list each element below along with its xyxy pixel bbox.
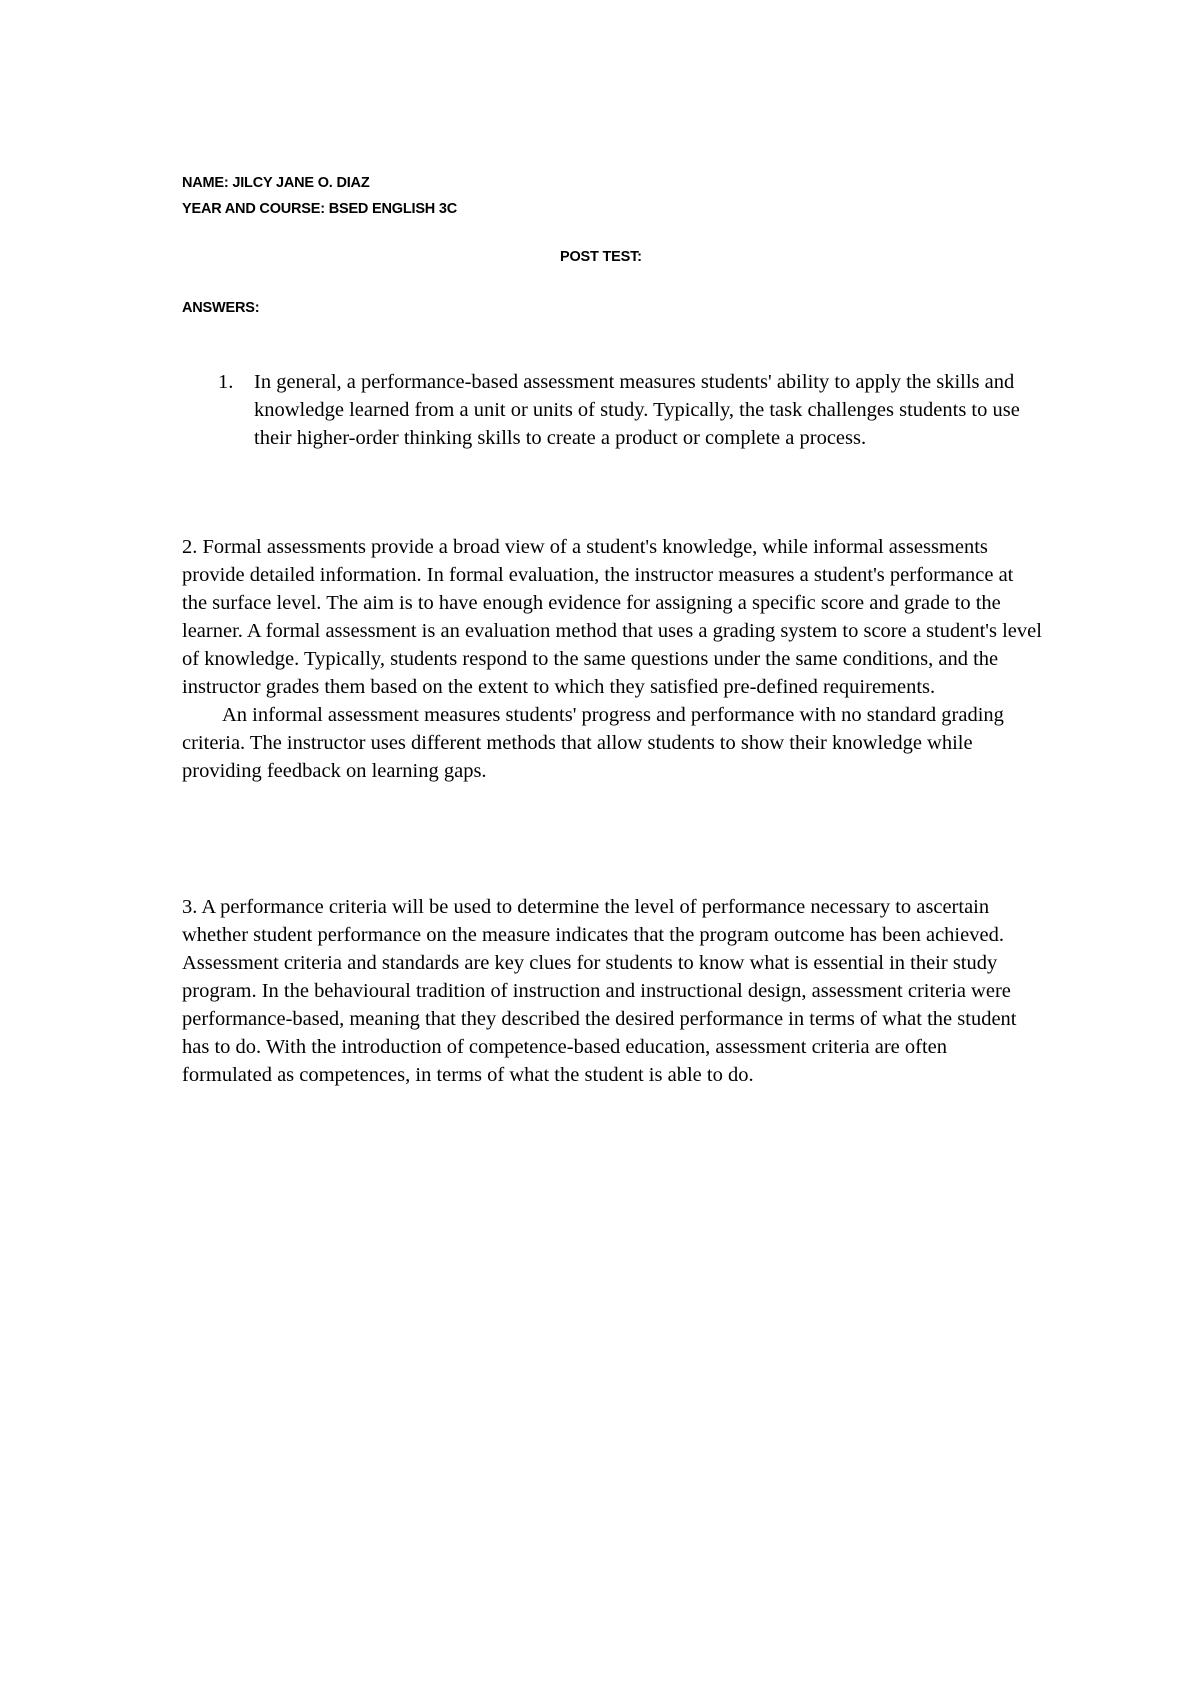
answer-1-text: In general, a performance-based assessment measures students' ability to apply the skills and knowledge learned from a unit or units of study. Typically, the task challenges students to use their higher-order thinking skills to create a product or complete a process. [254, 371, 1020, 449]
answers-label: ANSWERS: [182, 300, 260, 316]
answer-3 [182, 893, 1042, 1089]
answer-2-number: 2. [182, 536, 198, 558]
answer-2-paragraph-1 [182, 533, 1042, 701]
answer-3-number: 3. [182, 896, 198, 918]
answer-2 [182, 533, 1042, 785]
answer-2-paragraph-2: An informal assessment measures students' progress and performance with no standard grading criteria. The instructor uses different methods that allow students to show their knowledge while providing feedback on learning gaps. [182, 704, 1004, 782]
answer-1 [218, 368, 1038, 452]
answer-1-number: 1. [218, 371, 234, 393]
student-name: NAME: JILCY JANE O. DIAZ [182, 175, 370, 191]
answer-2-text: Formal assessments provide a broad view of a student's knowledge, while informal assessments provide detailed information. In formal evaluation, the instructor measures a student's performance at the surface level. The aim is to have enough evidence for assigning a specific score and grade to the learner. A formal assessment is an evaluation method that uses a grading system to score a student's level of knowledge. Typically, students respond to the same questions under the same conditions, and the instructor grades them based on the extent to which they satisfied pre-defined requirements. [182, 536, 1042, 698]
answer-3-paragraph [182, 893, 1042, 1089]
page-title: POST TEST: [560, 249, 642, 265]
answer-3-text: A performance criteria will be used to determine the level of performance necessary to ascertain whether student performance on the measure indicates that the program outcome has been achieved. Assessment criteria and standards are key clues for students to know what is essential in their study program. In the behavioural tradition of instruction and instructional design, assessment criteria were performance-based, meaning that they described the desired performance in terms of what the student has to do. With the introduction of competence-based education, assessment criteria are often formulated as competences, in terms of what the student is able to do. [182, 896, 1017, 1086]
year-and-course: YEAR AND COURSE: BSED ENGLISH 3C [182, 201, 458, 217]
